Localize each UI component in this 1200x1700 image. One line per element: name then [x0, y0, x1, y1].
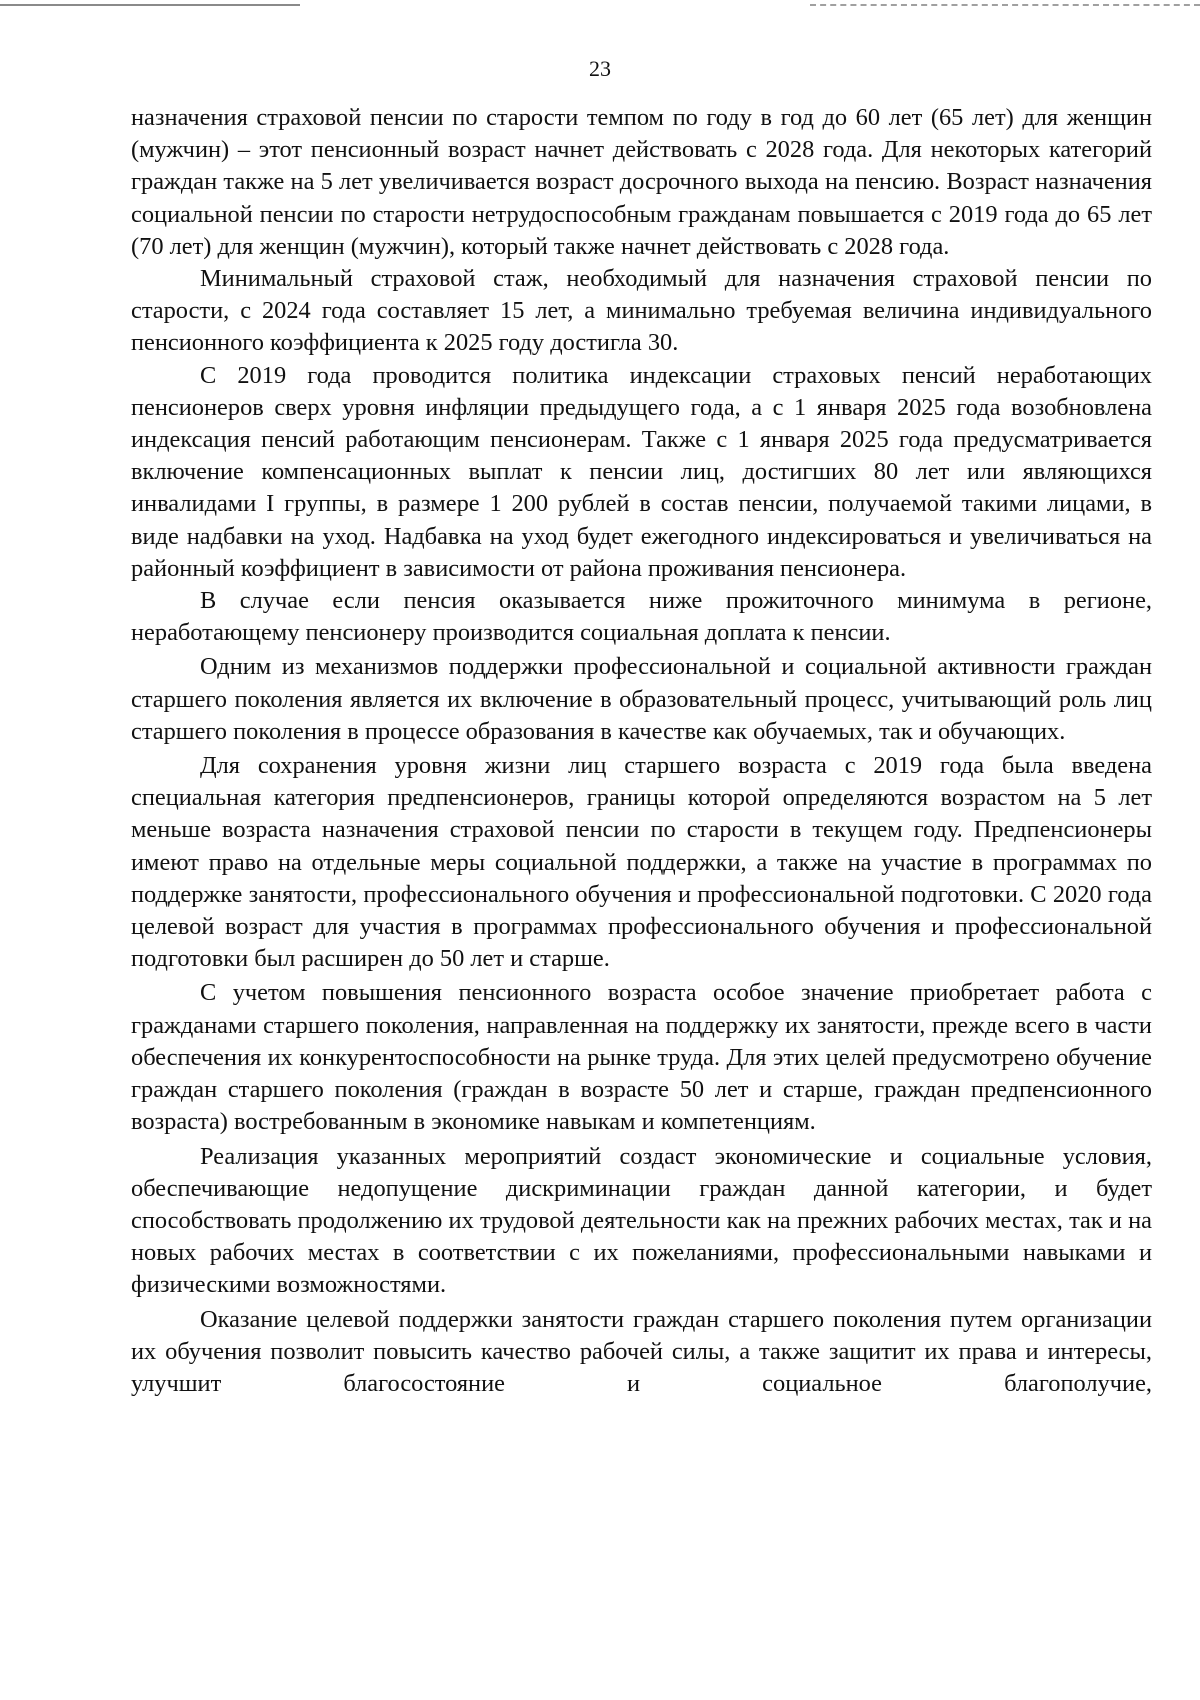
paragraph-1: назначения страховой пенсии по старости темпом по году в год до 60 лет (65 лет) для женщин (мужчин) – этот пенсионный возраст начнет действовать с 2028 года. Для некоторых категорий граждан также на 5 лет увеличивается возраст досрочного выхода на пенсию. Возраст назначения социальной пенсии по старости нетрудоспособным гражданам повышается с 2019 года до 65 лет (70 лет) для женщин (мужчин), который также начнет действовать с 2028 года.	[131, 104, 1152, 260]
paragraph-5: Одним из механизмов поддержки профессиональной и социальной активности граждан старшего поколения является их включение в образовательный процесс, учитывающий роль лиц старшего поколения в процессе образования в качестве как обучаемых, так и обучающих.	[131, 653, 1152, 745]
paragraph-3: С 2019 года проводится политика индексации страховых пенсий неработающих пенсионеров сверх уровня инфляции предыдущего года, а с 1 января 2025 года возобновлена индексация пенсий работающим пенсионерам. Также с 1 января 2025 года предусматривается включение компенсационных выплат к пенсии лиц, достигших 80 лет или являющихся инвалидами I группы, в размере 1 200 рублей в состав пенсии, получаемой такими лицами, в виде надбавки на уход. Надбавка на уход будет ежегодного индексироваться и увеличиваться на районный коэффициент в зависимости от района проживания пенсионера.	[131, 361, 1152, 582]
document-body	[131, 102, 1152, 1400]
paragraph-6: Для сохранения уровня жизни лиц старшего возраста с 2019 года была введена специальная категория предпенсионеров, границы которой определяются возрастом на 5 лет меньше возраста назначения страховой пенсии по старости в текущем году. Предпенсионеры имеют право на отдельные меры социальной поддержки, а также на участие в программах по поддержке занятости, профессионального обучения и профессиональной подготовки. С 2020 года целевой возраст для участия в программах профессионального обучения и профессиональной подготовки был расширен до 50 лет и старше.	[131, 752, 1152, 973]
paragraph-9: Оказание целевой поддержки занятости граждан старшего поколения путем организации их обучения позволит повысить качество рабочей силы, а также защитит их права и интересы, улучшит благосостояние и социальное благополучие,	[131, 1305, 1152, 1397]
scan-edge-line-left	[0, 4, 300, 6]
scan-edge-line-right	[810, 4, 1200, 6]
page-number: 23	[589, 56, 611, 81]
paragraph-8: Реализация указанных мероприятий создаст экономические и социальные условия, обеспечивающие недопущение дискриминации граждан данной категории, и будет способствовать продолжению их трудовой деятельности как на прежних рабочих местах, так и на новых рабочих местах в соответствии с их пожеланиями, профессиональными навыками и физическими возможностями.	[131, 1142, 1152, 1299]
paragraph-7: С учетом повышения пенсионного возраста особое значение приобретает работа с гражданами старшего поколения, направленная на поддержку их занятости, прежде всего в части обеспечения их конкурентоспособности на рынке труда. Для этих целей предусмотрено обучение граждан старшего поколения (граждан в возрасте 50 лет и старше, граждан предпенсионного возраста) востребованным в экономике навыкам и компетенциям.	[131, 979, 1152, 1136]
paragraph-2: Минимальный страховой стаж, необходимый для назначения страховой пенсии по старости, с 2024 года составляет 15 лет, а минимально требуемая величина индивидуального пенсионного коэффициента к 2025 году достигла 30.	[131, 265, 1152, 357]
paragraph-4: В случае если пенсия оказывается ниже прожиточного минимума в регионе, неработающему пенсионеру производится социальная доплата к пенсии.	[131, 587, 1152, 647]
